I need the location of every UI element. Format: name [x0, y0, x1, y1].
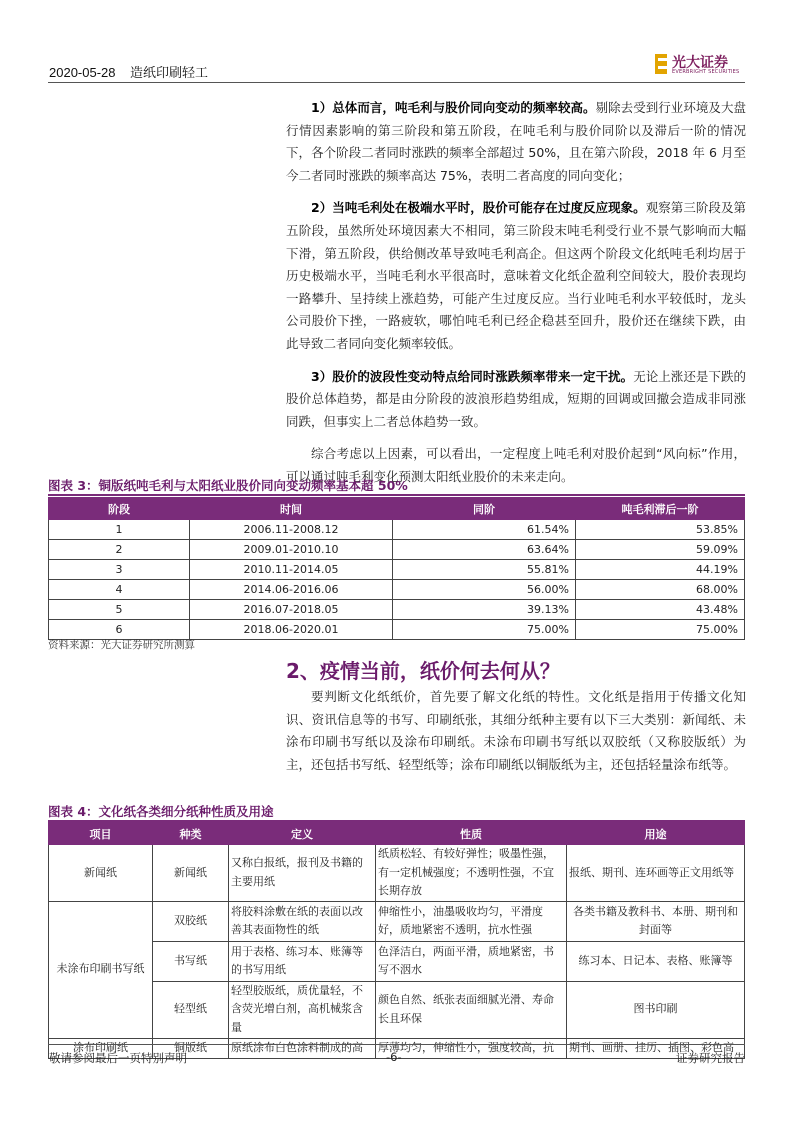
col-period: 时间	[190, 498, 393, 520]
table-row	[49, 600, 745, 620]
paragraph-1	[286, 97, 746, 187]
header-divider	[48, 82, 745, 83]
cell-use: 期刊、画册、挂历、插图、彩色高	[567, 1038, 745, 1058]
brand-logo	[655, 52, 750, 78]
cell-kind: 轻型纸	[153, 981, 229, 1038]
analysis-section	[286, 97, 746, 499]
cell-use: 各类书籍及教科书、本册、期刊和封面等	[567, 901, 745, 941]
cell-period: 2014.06-2016.06	[190, 580, 393, 600]
paragraph-3-body: 无论上涨还是下跌的股价总体趋势，都是由分阶段的波浪形趋势组成，短期的回调或回撤会造成非同涨同跌，但事实上二者总体趋势一致。	[286, 368, 746, 429]
cell-same: 39.13%	[393, 600, 576, 620]
cell-category: 未涂布印刷书写纸	[49, 901, 153, 1038]
cell-kind: 双胶纸	[153, 901, 229, 941]
industry-label: 造纸印刷轻工	[129, 65, 208, 80]
cell-definition: 将胶料涂敷在纸的表面以改善其表面物性的纸	[229, 901, 376, 941]
table-header-row	[49, 823, 745, 845]
cell-stage: 4	[49, 580, 190, 600]
cell-period: 2009.01-2010.10	[190, 540, 393, 560]
report-header	[49, 62, 208, 81]
paragraph-1-body: 剔除去受到行业环境及大盘行情因素影响的第三阶段和第五阶段，在吨毛利与股价同阶以及滞后一阶的情况下，各个阶段二者同时涨跌的频率全部超过 50%，且在第六阶段，2018 年 6 月至今二者同时涨跌的频率高达 75%，表明二者高度的同向变化；	[286, 100, 746, 183]
cell-kind: 新闻纸	[153, 845, 229, 902]
cell-same: 75.00%	[393, 620, 576, 640]
col-lag-one: 吨毛利滞后一阶	[576, 498, 745, 520]
cell-lag: 75.00%	[576, 620, 745, 640]
paragraph-3	[286, 366, 746, 434]
col-kind: 种类	[153, 823, 229, 845]
brand-name-en: EVERBRIGHT SECURITIES	[672, 69, 740, 75]
report-date: 2020-05-28	[49, 65, 116, 80]
figure-3-rule	[48, 494, 745, 496]
figure-3-title: 图表 3：铜版纸吨毛利与太阳纸业股价同向变动频率基本超 50%	[48, 478, 408, 493]
paragraph-3-lead: 3）股价的波段性变动特点给同时涨跌频率带来一定干扰。	[311, 368, 634, 384]
col-definition: 定义	[229, 823, 376, 845]
cell-stage: 3	[49, 560, 190, 580]
cell-kind: 铜版纸	[153, 1038, 229, 1058]
cell-property: 色泽洁白，两面平滑，质地紧密，书写不洇水	[376, 941, 567, 981]
paragraph-2-lead: 2）当吨毛利处在极端水平时，股价可能存在过度反应现象。	[311, 200, 646, 216]
table-row	[49, 580, 745, 600]
cell-definition: 用于表格、练习本、账簿等的书写用纸	[229, 941, 376, 981]
cell-lag: 43.48%	[576, 600, 745, 620]
cell-property: 伸缩性小，油墨吸收均匀，平滑度好，质地紧密不透明，抗水性强	[376, 901, 567, 941]
cell-kind: 书写纸	[153, 941, 229, 981]
cell-property: 纸质松轻、有较好弹性；吸墨性强，有一定机械强度；不透明性强，不宜长期存放	[376, 845, 567, 902]
paragraph-4-body: 综合考虑以上因素，可以看出，一定程度上吨毛利对股价起到“风向标”作用，可以通过吨毛利变化预测太阳纸业股价的未来走向。	[286, 446, 747, 484]
table-row	[49, 560, 745, 580]
page-number: -6-	[386, 1050, 402, 1064]
cell-category: 新闻纸	[49, 845, 153, 902]
table-row	[49, 981, 745, 1038]
cell-stage: 1	[49, 520, 190, 540]
section-2-body	[286, 686, 746, 786]
figure-4-title: 图表 4：文化纸各类细分纸种性质及用途	[48, 804, 274, 819]
table-row	[49, 520, 745, 540]
cell-stage: 6	[49, 620, 190, 640]
cell-lag: 53.85%	[576, 520, 745, 540]
paragraph-2-body: 观察第三阶段及第五阶段，虽然所处环境因素大不相同，第三阶段末吨毛利受行业不景气影响而大幅下滑，第五阶段，供给侧改革导致吨毛利高企。但这两个阶段文化纸吨毛利均居于历史极端水平，当吨毛利水平很高时，意味着文化纸企盈利空间较大，股价表现均一路攀升、呈持续上涨趋势，可能产生过度反应。当行业吨毛利水平较低时，龙头公司股价下挫，一路疲软，哪怕吨毛利已经企稳甚至回升，股价还在继续下跌，由此导致二者同向变化频率较低。	[286, 200, 746, 351]
cell-definition: 原纸涂布白色涂料制成的高	[229, 1038, 376, 1058]
brand-name-cn: 光大证券	[672, 55, 728, 71]
cell-lag: 59.09%	[576, 540, 745, 560]
table-header-row	[49, 498, 745, 520]
section-2-paragraph: 要判断文化纸纸价，首先要了解文化纸的特性。文化纸是指用于传播文化知识、资讯信息等的书写、印刷纸张，其细分纸种主要有以下三大类别：新闻纸、未涂布印刷书写纸以及涂布印刷纸。未涂布印刷书写纸以双胶纸（又称胶版纸）为主，还包括书写纸、轻型纸等；涂布印刷纸以铜版纸为主，还包括轻量涂布纸等。	[286, 689, 746, 772]
cell-lag: 68.00%	[576, 580, 745, 600]
brand-mark-icon	[655, 54, 667, 74]
cell-property: 颜色自然、纸张表面细腻光滑、寿命长且环保	[376, 981, 567, 1038]
cell-period: 2018.06-2020.01	[190, 620, 393, 640]
cell-stage: 2	[49, 540, 190, 560]
cell-lag: 44.19%	[576, 560, 745, 580]
table-row	[49, 540, 745, 560]
cell-definition: 又称白报纸，报刊及书籍的主要用纸	[229, 845, 376, 902]
frequency-table	[48, 497, 745, 640]
paper-type-table	[48, 822, 745, 1059]
paragraph-1-lead: 1）总体而言，吨毛利与股价同向变动的频率较高。	[311, 100, 596, 115]
table-row	[49, 901, 745, 941]
cell-property: 厚薄均匀，伸缩性小，强度较高，抗	[376, 1038, 567, 1058]
cell-period: 2016.07-2018.05	[190, 600, 393, 620]
cell-use: 报纸、期刊、连环画等正文用纸等	[567, 845, 745, 902]
col-stage: 阶段	[49, 498, 190, 520]
col-use: 用途	[567, 823, 745, 845]
cell-use: 练习本、日记本、表格、账簿等	[567, 941, 745, 981]
footer-report-type: 证券研究报告	[676, 1051, 745, 1065]
section-2-heading: 2、疫情当前，纸价何去何从？	[286, 659, 560, 683]
paragraph-2	[286, 197, 746, 355]
col-property: 性质	[376, 823, 567, 845]
footer-disclaimer: 敬请参阅最后一页特别声明	[49, 1051, 187, 1065]
cell-category: 涂布印刷纸	[49, 1038, 153, 1058]
table-row	[49, 845, 745, 902]
cell-stage: 5	[49, 600, 190, 620]
cell-same: 56.00%	[393, 580, 576, 600]
table-source: 资料来源：光大证券研究所测算	[48, 639, 195, 651]
cell-period: 2006.11-2008.12	[190, 520, 393, 540]
col-same-stage: 同阶	[393, 498, 576, 520]
table-row	[49, 941, 745, 981]
col-item: 项目	[49, 823, 153, 845]
footer-divider	[48, 1044, 745, 1045]
cell-same: 61.54%	[393, 520, 576, 540]
cell-same: 55.81%	[393, 560, 576, 580]
cell-period: 2010.11-2014.05	[190, 560, 393, 580]
cell-definition: 轻型胶版纸，质优量轻，不含荧光增白剂，高机械浆含量	[229, 981, 376, 1038]
cell-same: 63.64%	[393, 540, 576, 560]
cell-use: 图书印刷	[567, 981, 745, 1038]
